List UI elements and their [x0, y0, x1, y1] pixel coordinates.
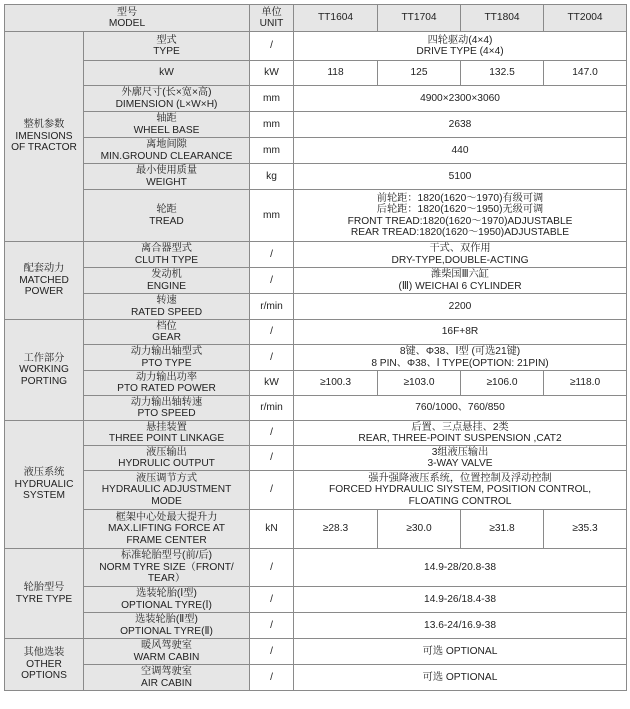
item-label	[84, 32, 250, 61]
value-cell	[378, 61, 461, 86]
item-label	[84, 371, 250, 396]
value-cell	[378, 510, 461, 549]
item-label-line: OPTIONAL TYRE(Ⅰ)	[121, 599, 212, 611]
unit-cell: kW	[250, 61, 294, 86]
value-line: 14.9-26/18.4-38	[424, 593, 496, 605]
item-label	[84, 345, 250, 371]
header-unit-en: UNIT	[259, 18, 284, 29]
item-label-line: TYPE	[153, 46, 180, 57]
value-line: DRIVE TYPE (4×4)	[416, 46, 504, 57]
unit-cell: r/min	[250, 396, 294, 421]
value-cell-shared	[294, 268, 627, 294]
unit-cell: /	[250, 268, 294, 294]
value-line: ≥35.3	[572, 523, 598, 535]
value-line: 132.5	[489, 67, 515, 79]
item-label	[84, 446, 250, 471]
item-label-line: OPTIONAL TYRE(Ⅱ)	[120, 625, 213, 637]
value-line: 3组液压输出	[431, 446, 489, 458]
item-label-line: kW	[159, 67, 174, 79]
spec-row	[5, 345, 627, 371]
value-line: 强升强降液压系统，位置控制及浮动控制	[368, 472, 552, 484]
category-label	[5, 421, 84, 549]
spec-row	[5, 471, 627, 510]
value-line: 后轮距：1820(1620～1950)无级可调	[376, 204, 544, 215]
value-line: 14.9-28/20.8-38	[424, 561, 496, 573]
spec-row	[5, 549, 627, 587]
item-label-line: TREAD	[149, 215, 184, 227]
value-cell-shared	[294, 421, 627, 446]
item-label-line: 液压调节方式	[135, 472, 198, 484]
value-line: 118	[327, 67, 344, 79]
spec-row	[5, 446, 627, 471]
value-line: FLOATING CONTROL	[408, 495, 512, 507]
value-cell-shared	[294, 446, 627, 471]
value-cell	[294, 371, 378, 396]
value-line: 125	[410, 67, 428, 79]
header-model-en: MODEL	[108, 18, 146, 29]
item-label-line: 框架中心处最大提升力	[115, 511, 218, 523]
value-line: 潍柴国Ⅲ六缸	[431, 269, 489, 280]
item-label-line: 暖风驾驶室	[141, 640, 192, 651]
spec-row	[5, 587, 627, 613]
header-row	[5, 5, 627, 32]
value-cell-shared	[294, 665, 627, 691]
unit-cell: kW	[250, 371, 294, 396]
item-label	[84, 112, 250, 138]
item-label-line: HYDRULIC OUTPUT	[118, 458, 215, 469]
spec-row	[5, 61, 627, 86]
value-cell-shared	[294, 613, 627, 639]
value-cell	[544, 61, 627, 86]
category-label-line: IMENSIONS	[15, 130, 73, 142]
value-cell-shared	[294, 471, 627, 510]
item-label	[84, 510, 250, 549]
item-label-line: 动力输出轴型式	[130, 346, 203, 357]
unit-cell: /	[250, 639, 294, 665]
item-label-line: HYDRAULIC ADJUSTMENT	[101, 484, 232, 496]
item-label-line: MAX.LIFTING FORCE AT	[108, 523, 225, 535]
unit-cell: /	[250, 32, 294, 61]
value-cell-shared	[294, 86, 627, 112]
header-model-2: TT1704	[378, 5, 461, 32]
value-cell-shared	[294, 112, 627, 138]
category-label-line: WORKING	[19, 364, 69, 376]
item-label-line: AIR CABIN	[141, 677, 192, 689]
value-cell-shared	[294, 242, 627, 268]
value-line: 干式、双作用	[429, 243, 491, 254]
unit-cell: /	[250, 320, 294, 345]
unit-cell: mm	[250, 190, 294, 242]
value-cell	[461, 61, 544, 86]
value-line: ≥28.3	[322, 523, 349, 535]
item-label	[84, 396, 250, 421]
item-label-line: 动力输出功率	[135, 371, 198, 383]
value-line: 4900×2300×3060	[420, 92, 500, 104]
item-label-line: 选装轮胎(Ⅱ型)	[135, 614, 198, 625]
item-label-line: 轮距	[156, 204, 177, 215]
item-label	[84, 164, 250, 190]
item-label-line: PTO TYPE	[141, 357, 192, 369]
header-model-1: TT1604	[294, 5, 378, 32]
spec-table	[4, 4, 627, 691]
category-label	[5, 549, 84, 639]
category-label-line: OPTIONS	[21, 670, 67, 682]
value-line: 可选 OPTIONAL	[422, 645, 498, 657]
value-cell-shared	[294, 549, 627, 587]
value-cell-shared	[294, 32, 627, 61]
category-label-line: MATCHED	[19, 274, 69, 286]
value-line: ≥100.3	[319, 377, 352, 389]
category-label	[5, 639, 84, 691]
unit-cell: r/min	[250, 294, 294, 320]
item-label-line: 标准轮胎型号(前/后)	[120, 550, 213, 562]
item-label-line: MIN.GROUND CLEARANCE	[100, 150, 233, 162]
item-label	[84, 190, 250, 242]
value-line: 后置、三点悬挂、2类	[411, 421, 509, 433]
item-label	[84, 665, 250, 691]
item-label	[84, 639, 250, 665]
value-cell-shared	[294, 190, 627, 242]
value-cell	[378, 371, 461, 396]
category-label-line: 整机参数	[23, 119, 65, 131]
spec-row	[5, 294, 627, 320]
value-line: 8 PIN、Φ38、Ⅰ TYPE(OPTION: 21PIN)	[371, 357, 549, 369]
item-label-line: 转速	[156, 295, 177, 306]
value-cell	[544, 510, 627, 549]
category-label	[5, 32, 84, 242]
header-model-cn: 型号	[116, 6, 138, 18]
category-label-line: 其他选装	[23, 647, 65, 659]
unit-cell: /	[250, 242, 294, 268]
category-label-line: TYRE TYPE	[15, 593, 73, 605]
item-label-line: THREE POINT LINKAGE	[108, 433, 225, 444]
item-label-line: ENGINE	[146, 280, 187, 292]
spec-row	[5, 371, 627, 396]
header-model-4: TT2004	[544, 5, 627, 32]
value-line: ≥118.0	[569, 377, 601, 389]
spec-row	[5, 112, 627, 138]
item-label-line: 动力输出轴转速	[130, 396, 203, 408]
item-label-line: FRAME CENTER	[126, 534, 207, 546]
value-line: REAR, THREE-POINT SUSPENSION ,CAT2	[358, 433, 562, 444]
item-label	[84, 471, 250, 510]
item-label	[84, 242, 250, 268]
value-line: REAR TREAD:1820(1620～1950)ADJUSTABLE	[350, 227, 570, 238]
item-label	[84, 294, 250, 320]
item-label	[84, 320, 250, 345]
category-label-line: 工作部分	[23, 352, 65, 364]
unit-cell: /	[250, 587, 294, 613]
value-line: ≥30.0	[406, 523, 432, 535]
unit-cell: /	[250, 471, 294, 510]
spec-row	[5, 164, 627, 190]
item-label	[84, 61, 250, 86]
value-line: 2638	[448, 118, 472, 130]
item-label	[84, 549, 250, 587]
item-label-line: 液压输出	[146, 446, 187, 458]
value-line: 440	[451, 144, 469, 156]
item-label	[84, 268, 250, 294]
item-label-line: WARM CABIN	[133, 651, 200, 663]
value-line: 四轮驱动(4×4)	[427, 34, 493, 46]
item-label-line: RATED SPEED	[130, 306, 203, 318]
value-cell-shared	[294, 164, 627, 190]
category-label	[5, 242, 84, 320]
header-unit	[250, 5, 294, 32]
value-line: 2200	[448, 300, 472, 312]
item-label-line: 轴距	[156, 113, 177, 124]
unit-cell: mm	[250, 86, 294, 112]
spec-row	[5, 190, 627, 242]
item-label	[84, 613, 250, 639]
spec-row	[5, 613, 627, 639]
item-label-line: PTO SPEED	[137, 408, 196, 419]
value-line: 13.6-24/16.9-38	[424, 619, 496, 631]
item-label-line: 离地间隙	[146, 139, 187, 150]
item-label-line: 最小使用质量	[135, 165, 198, 176]
item-label-line: WHEEL BASE	[133, 124, 200, 136]
value-line: 前轮距：1820(1620～1970)有级可调	[376, 192, 544, 204]
value-line: 5100	[448, 170, 472, 182]
category-label-line: 配套动力	[23, 263, 65, 275]
category-label-line: HYDRUALIC	[14, 478, 74, 490]
category-label-line: OF TRACTOR	[11, 142, 77, 154]
unit-cell: /	[250, 665, 294, 691]
item-label-line: 型式	[156, 34, 177, 46]
unit-cell: kg	[250, 164, 294, 190]
value-line: 8键、Φ38、Ⅰ型 (可选21键)	[399, 346, 521, 357]
spec-row	[5, 510, 627, 549]
item-label	[84, 138, 250, 164]
unit-cell: /	[250, 345, 294, 371]
item-label-line: 离合器型式	[141, 243, 192, 254]
item-label-line: TEAR）	[147, 573, 186, 585]
spec-row	[5, 268, 627, 294]
item-label-line: 档位	[156, 320, 177, 332]
unit-cell: /	[250, 446, 294, 471]
header-model-3: TT1804	[461, 5, 544, 32]
item-label-line: PTO RATED POWER	[117, 383, 216, 394]
category-label-line: SYSTEM	[23, 490, 65, 502]
value-cell	[544, 371, 627, 396]
unit-cell: mm	[250, 112, 294, 138]
value-line: (Ⅲ) WEICHAI 6 CYLINDER	[398, 280, 522, 292]
item-label	[84, 86, 250, 112]
spec-row	[5, 86, 627, 112]
spec-row	[5, 396, 627, 421]
spec-row	[5, 138, 627, 164]
item-label-line: GEAR	[152, 332, 181, 343]
item-label-line: DIMENSION (L×W×H)	[115, 98, 218, 110]
value-line: 可选 OPTIONAL	[422, 671, 498, 683]
category-label-line: POWER	[24, 286, 64, 298]
value-line: FORCED HYDRAULIC SIYSTEM, POSITION CONTROL,	[328, 484, 592, 496]
value-cell-shared	[294, 639, 627, 665]
value-cell-shared	[294, 396, 627, 421]
header-model	[5, 5, 250, 32]
spec-row	[5, 421, 627, 446]
item-label	[84, 421, 250, 446]
value-cell	[294, 510, 378, 549]
item-label-line: 外廓尺寸(长×宽×高)	[121, 87, 212, 98]
unit-cell: kN	[250, 510, 294, 549]
spec-row	[5, 242, 627, 268]
unit-cell: /	[250, 613, 294, 639]
unit-cell: /	[250, 421, 294, 446]
value-line: FRONT TREAD:1820(1620～1970)ADJUSTABLE	[347, 215, 573, 227]
item-label-line: 空调驾驶室	[141, 666, 192, 677]
value-cell-shared	[294, 294, 627, 320]
item-label-line: MODE	[151, 495, 182, 507]
category-label	[5, 320, 84, 421]
spec-body	[5, 32, 627, 691]
value-line: DRY-TYPE,DOUBLE-ACTING	[391, 254, 529, 266]
header-unit-cn: 单位	[261, 6, 282, 18]
value-cell-shared	[294, 587, 627, 613]
item-label-line: 选装轮胎(Ⅰ型)	[136, 588, 197, 599]
category-label-line: 液压系统	[23, 467, 65, 479]
unit-cell: mm	[250, 138, 294, 164]
value-line: 16F+8R	[441, 326, 479, 338]
value-cell	[461, 371, 544, 396]
value-line: ≥103.0	[403, 377, 435, 389]
item-label-line: WEIGHT	[146, 176, 187, 188]
value-cell	[461, 510, 544, 549]
value-line: 760/1000、760/850	[415, 402, 505, 414]
spec-row	[5, 32, 627, 61]
value-line: 3-WAY VALVE	[427, 458, 493, 469]
spec-row	[5, 665, 627, 691]
spec-row	[5, 639, 627, 665]
value-line: ≥106.0	[486, 377, 518, 389]
item-label-line: 发动机	[151, 269, 182, 280]
item-label-line: CLUTH TYPE	[134, 254, 199, 266]
value-cell-shared	[294, 345, 627, 371]
category-label-line: 轮胎型号	[23, 582, 65, 593]
value-cell-shared	[294, 138, 627, 164]
category-label-line: OTHER	[26, 658, 62, 670]
spec-row	[5, 320, 627, 345]
value-cell-shared	[294, 320, 627, 345]
value-cell	[294, 61, 378, 86]
value-line: 147.0	[572, 67, 598, 79]
value-line: ≥31.8	[489, 523, 515, 535]
category-label-line: PORTING	[20, 375, 68, 387]
item-label-line: NORM TYRE SIZE（FRONT/	[99, 561, 234, 573]
item-label	[84, 587, 250, 613]
item-label-line: 悬挂装置	[146, 421, 187, 433]
unit-cell: /	[250, 549, 294, 587]
